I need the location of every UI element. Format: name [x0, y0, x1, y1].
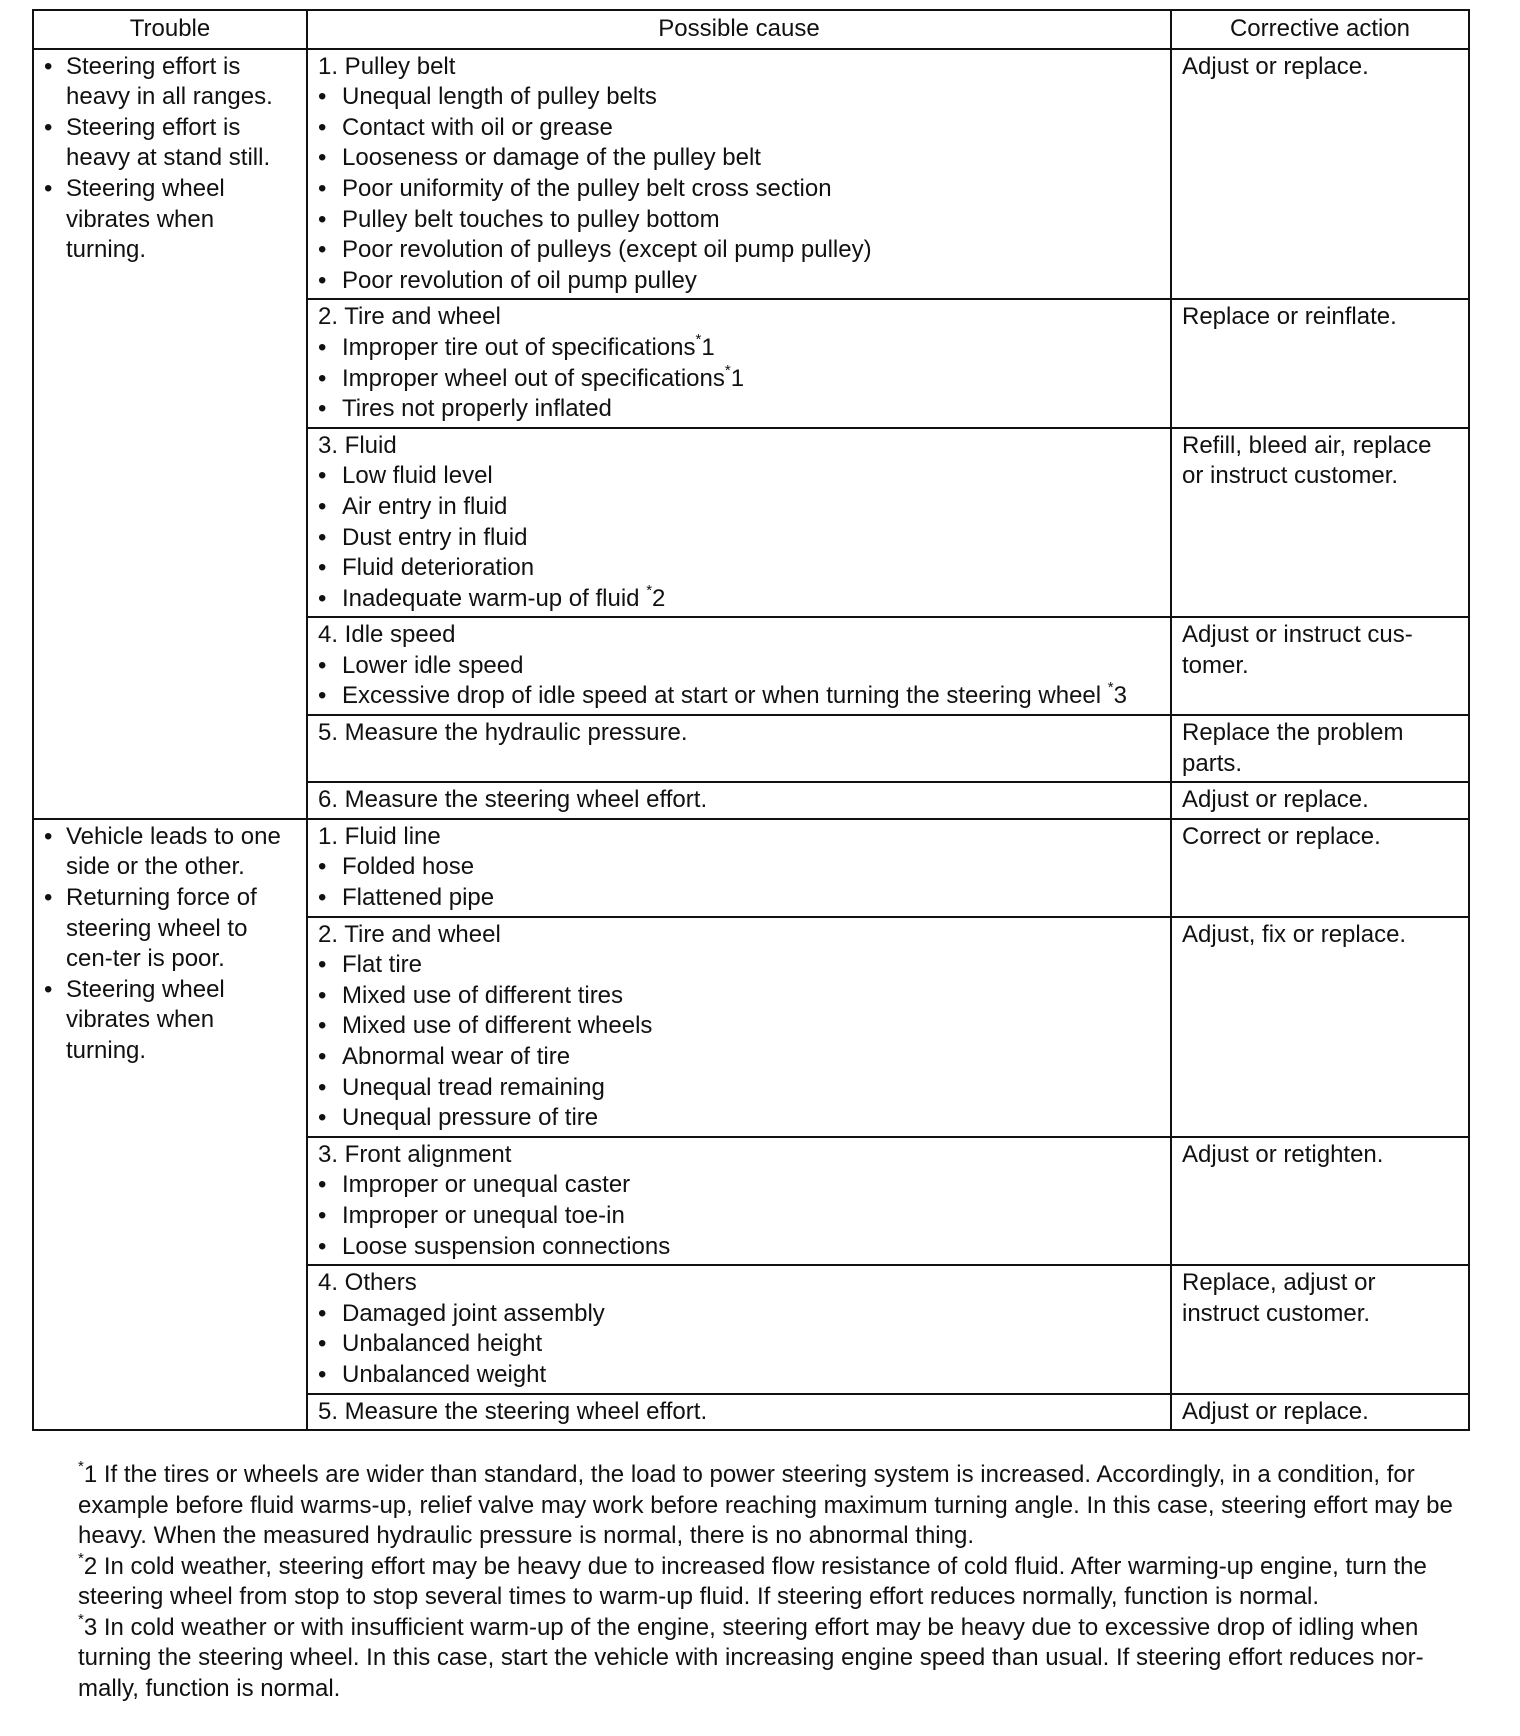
- cause-item-text: Flattened pipe: [342, 884, 495, 912]
- cause-cell: [307, 819, 1171, 917]
- cause-item-text: Lower idle speed: [342, 651, 524, 679]
- cause-title: 4. Others: [318, 1269, 417, 1297]
- corrective-action-cell: Adjust, fix or replace.: [1171, 917, 1469, 1137]
- footnote-number: 2: [83, 1552, 98, 1580]
- cause-item-text: Unequal pressure of tire: [342, 1104, 599, 1132]
- footnote: [78, 1610, 1468, 1705]
- bullet-icon: •: [318, 884, 327, 912]
- cause-item-content: [342, 523, 527, 554]
- cause-item: [318, 1360, 1160, 1391]
- cause-item: [318, 981, 1160, 1012]
- footnote: [78, 1549, 1468, 1613]
- cause-cell: [307, 782, 1171, 819]
- bullet-icon: •: [44, 884, 53, 912]
- trouble-cell: [33, 49, 307, 819]
- cause-item: [318, 1011, 1160, 1042]
- cause-item-content: [342, 1201, 625, 1232]
- table-header-row: [33, 10, 1469, 49]
- bullet-icon: •: [318, 1104, 327, 1132]
- trouble-item: [44, 52, 296, 113]
- cause-item: [318, 1329, 1160, 1360]
- bullet-icon: •: [318, 1171, 327, 1199]
- cause-item-text: Pulley belt touches to pulley bottom: [342, 205, 720, 233]
- cause-item: [318, 681, 1160, 712]
- corrective-action-cell: Adjust or replace.: [1171, 49, 1469, 300]
- corrective-action-cell: Adjust or instruct cus-tomer.: [1171, 617, 1469, 715]
- trouble-text: Returning force of steering wheel to cen-ter is poor.: [66, 884, 257, 973]
- cause-item-content: [342, 950, 422, 981]
- cause-item-text: Unequal length of pulley belts: [342, 83, 657, 111]
- cause-item: [318, 523, 1160, 554]
- cause-item-content: [342, 883, 494, 914]
- cause-cell: [307, 49, 1171, 300]
- bullet-icon: •: [318, 364, 327, 392]
- cause-cell: [307, 1394, 1171, 1431]
- cause-item-text: Unbalanced height: [342, 1330, 543, 1358]
- cause-item-text: Improper tire out of specifications: [342, 333, 696, 361]
- cause-item-text: Improper or unequal toe-in: [342, 1201, 625, 1229]
- bullet-icon: •: [318, 981, 327, 1009]
- cause-item: [318, 852, 1160, 883]
- bullet-icon: •: [318, 554, 327, 582]
- bullet-icon: •: [44, 52, 53, 80]
- cause-title: 6. Measure the steering wheel effort.: [318, 786, 708, 814]
- cause-item-content: [342, 1329, 542, 1360]
- cause-cell: [307, 917, 1171, 1137]
- cause-title: 2. Tire and wheel: [318, 303, 501, 331]
- cause-item: [318, 1073, 1160, 1104]
- cause-item: [318, 205, 1160, 236]
- cause-item: [318, 1042, 1160, 1073]
- cause-title: 5. Measure the hydraulic pressure.: [318, 719, 688, 747]
- cause-item-text: Abnormal wear of tire: [342, 1043, 571, 1070]
- cause-item-content: [342, 1299, 605, 1330]
- footnote-text: In cold weather or with insufficient warm-up of the engine, steering effort may be heavy due to excessive drop of idling when turning the steering wheel. In this case, start the vehicle with increasing engine speed than usual. If steering effort reduces nor-mally, function is normal.: [78, 1613, 1424, 1702]
- footnote: [78, 1460, 1468, 1552]
- bullet-icon: •: [318, 205, 327, 233]
- footnote-asterisk: *: [724, 361, 731, 379]
- cause-item: [318, 82, 1160, 113]
- bullet-icon: •: [318, 333, 327, 361]
- bullet-icon: •: [318, 1012, 327, 1040]
- cause-item-content: [342, 492, 507, 523]
- cause-item-content: [342, 852, 474, 883]
- cause-item-content: [342, 82, 657, 113]
- footnote-asterisk: *: [1107, 679, 1114, 697]
- bullet-icon: •: [44, 174, 53, 202]
- bullet-icon: •: [318, 682, 327, 710]
- cause-item-content: [342, 330, 715, 364]
- bullet-icon: •: [318, 144, 327, 172]
- cause-item: [318, 266, 1160, 297]
- footnote-asterisk: *: [78, 1610, 84, 1628]
- bullet-icon: •: [318, 462, 327, 490]
- cause-item-content: [342, 681, 1127, 712]
- cause-item: [318, 950, 1160, 981]
- cause-item-content: [342, 266, 697, 297]
- cause-item-content: [342, 174, 832, 205]
- cause-item: [318, 394, 1160, 425]
- cause-item-content: [342, 1011, 652, 1042]
- cause-item: [318, 1232, 1160, 1263]
- cause-title: 1. Fluid line: [318, 822, 441, 850]
- cause-item: [318, 235, 1160, 266]
- cause-item: [318, 883, 1160, 914]
- cause-item-content: [342, 235, 872, 266]
- cause-title: 3. Fluid: [318, 431, 397, 459]
- trouble-item: [44, 975, 296, 1067]
- cause-cell: [307, 1265, 1171, 1393]
- cause-cell: [307, 299, 1171, 427]
- cause-item-text: Fluid deterioration: [342, 554, 535, 582]
- bullet-icon: •: [44, 975, 53, 1003]
- bullet-icon: •: [318, 584, 327, 612]
- cause-item: [318, 1201, 1160, 1232]
- cause-item: [318, 143, 1160, 174]
- cause-item-content: [342, 553, 534, 584]
- cause-item: [318, 330, 1160, 364]
- cause-title: 1. Pulley belt: [318, 52, 456, 80]
- cause-item-content: [342, 1232, 670, 1263]
- cause-item-text: Mixed use of different wheels: [342, 1012, 653, 1040]
- bullet-icon: •: [318, 236, 327, 264]
- cause-item-content: [342, 1042, 570, 1073]
- cause-item: [318, 581, 1160, 615]
- bullet-icon: •: [318, 1201, 327, 1229]
- cause-item-text: Unbalanced weight: [342, 1360, 547, 1388]
- footnote-ref: 1: [730, 364, 745, 392]
- table-row: [33, 49, 1469, 300]
- cause-item-text: Folded hose: [342, 853, 475, 881]
- cause-item-text: Improper or unequal caster: [342, 1171, 631, 1199]
- footnote-asterisk: *: [646, 581, 653, 599]
- cause-item: [318, 1103, 1160, 1134]
- trouble-item: [44, 174, 296, 266]
- corrective-action-cell: Adjust or replace.: [1171, 1394, 1469, 1431]
- header-possible-cause: Possible cause: [307, 10, 1171, 49]
- cause-title: 2. Tire and wheel: [318, 920, 501, 948]
- corrective-action-cell: Adjust or retighten.: [1171, 1137, 1469, 1265]
- bullet-icon: •: [318, 1232, 327, 1260]
- corrective-action-cell: Replace, adjust or instruct customer.: [1171, 1265, 1469, 1393]
- cause-item: [318, 492, 1160, 523]
- cause-title: 3. Front alignment: [318, 1140, 512, 1168]
- bullet-icon: •: [44, 113, 53, 141]
- footnote-asterisk: *: [78, 1549, 84, 1567]
- cause-item-content: [342, 143, 761, 174]
- cause-item-text: Loose suspension connections: [342, 1232, 671, 1260]
- bullet-icon: •: [318, 1299, 327, 1327]
- cause-item-content: [342, 1170, 630, 1201]
- bullet-icon: •: [44, 822, 53, 850]
- cause-item-text: Mixed use of different tires: [342, 981, 624, 1009]
- cause-item-text: Looseness or damage of the pulley belt: [342, 144, 761, 172]
- cause-item-content: [342, 361, 745, 395]
- cause-item-content: [342, 461, 493, 492]
- bullet-icon: •: [318, 951, 327, 979]
- troubleshooting-table: [32, 9, 1470, 1431]
- cause-spacer: [318, 749, 1160, 780]
- cause-item-text: Tires not properly inflated: [342, 395, 612, 423]
- footnote-ref: 3: [1113, 682, 1127, 710]
- cause-item: [318, 553, 1160, 584]
- trouble-cell: [33, 819, 307, 1430]
- corrective-action-cell: Correct or replace.: [1171, 819, 1469, 917]
- footnote-text: If the tires or wheels are wider than standard, the load to power steering system is increased. Accordingly, in a condition, for example before fluid warms-up, relief valve may work before reaching maximum turning angle. In this case, steering effort may be heavy. When the measured hydraulic pressure is normal, there is no abnormal thing.: [78, 1461, 1453, 1549]
- footnote-ref: 1: [701, 333, 715, 361]
- bullet-icon: •: [318, 1043, 327, 1070]
- cause-item-text: Poor revolution of oil pump pulley: [342, 266, 697, 294]
- cause-item-text: Damaged joint assembly: [342, 1299, 605, 1327]
- cause-item-content: [342, 1360, 546, 1391]
- cause-item-text: Poor revolution of pulleys (except oil pump pulley): [342, 236, 872, 264]
- cause-title: 5. Measure the steering wheel effort.: [318, 1397, 708, 1425]
- trouble-text: Steering wheel vibrates when turning.: [66, 975, 225, 1064]
- cause-item: [318, 113, 1160, 144]
- cause-item: [318, 174, 1160, 205]
- cause-item-text: Unequal tread remaining: [342, 1073, 605, 1101]
- cause-cell: [307, 428, 1171, 618]
- footnote-text: In cold weather, steering effort may be heavy due to increased flow resistance of cold fluid. After warming-up engine, turn the steering wheel from stop to stop several times to warm-up fluid. If steering effort reduces normally, function is normal.: [78, 1552, 1427, 1610]
- bullet-icon: •: [318, 83, 327, 111]
- cause-cell: [307, 715, 1171, 782]
- footnotes: [78, 1460, 1468, 1704]
- trouble-text: Steering effort is heavy in all ranges.: [66, 52, 273, 111]
- bullet-icon: •: [318, 1073, 327, 1101]
- table-body: [33, 49, 1469, 1431]
- cause-item-content: [342, 205, 720, 236]
- cause-item-text: Contact with oil or grease: [342, 113, 613, 141]
- corrective-action-cell: Adjust or replace.: [1171, 782, 1469, 819]
- footnote-asterisk: *: [78, 1458, 84, 1475]
- footnote-number: 1: [83, 1461, 98, 1488]
- bullet-icon: •: [318, 266, 327, 294]
- cause-item-text: Inadequate warm-up of fluid: [342, 584, 647, 612]
- bullet-icon: •: [318, 523, 327, 551]
- cause-item-text: Air entry in fluid: [342, 492, 508, 520]
- header-corrective-action: Corrective action: [1171, 10, 1469, 49]
- footnote-asterisk: *: [695, 330, 702, 348]
- cause-item-content: [342, 113, 613, 144]
- cause-item-content: [342, 1073, 605, 1104]
- troubleshooting-table-wrapper: [32, 9, 1468, 1431]
- cause-cell: [307, 617, 1171, 715]
- cause-item-content: [342, 651, 523, 682]
- cause-item-content: [342, 581, 666, 615]
- corrective-action-cell: Replace or reinflate.: [1171, 299, 1469, 427]
- trouble-text: Vehicle leads to one side or the other.: [66, 822, 281, 881]
- cause-item-content: [342, 394, 612, 425]
- corrective-action-cell: Replace the problem parts.: [1171, 715, 1469, 782]
- bullet-icon: •: [318, 174, 327, 202]
- cause-cell: [307, 1137, 1171, 1265]
- cause-item-text: Improper wheel out of specifications: [342, 364, 725, 392]
- footnote-ref: 2: [652, 584, 666, 612]
- corrective-action-cell: Refill, bleed air, replace or instruct customer.: [1171, 428, 1469, 618]
- cause-item-text: Low fluid level: [342, 462, 493, 490]
- cause-item-text: Excessive drop of idle speed at start or when turning the steering wheel: [342, 682, 1108, 710]
- cause-item: [318, 1170, 1160, 1201]
- bullet-icon: •: [318, 492, 327, 520]
- cause-title: 4. Idle speed: [318, 621, 456, 649]
- table-row: [33, 819, 1469, 917]
- cause-item-text: Dust entry in fluid: [342, 523, 528, 551]
- trouble-item: [44, 883, 296, 975]
- header-trouble: Trouble: [33, 10, 307, 49]
- cause-item: [318, 361, 1160, 395]
- bullet-icon: •: [318, 1330, 327, 1358]
- cause-item: [318, 651, 1160, 682]
- bullet-icon: •: [318, 395, 327, 423]
- bullet-icon: •: [318, 853, 327, 881]
- trouble-text: Steering effort is heavy at stand still.: [66, 113, 271, 172]
- bullet-icon: •: [318, 113, 327, 141]
- trouble-item: [44, 822, 296, 883]
- cause-item-text: Poor uniformity of the pulley belt cross section: [342, 174, 832, 202]
- trouble-item: [44, 113, 296, 174]
- footnote-number: 3: [83, 1613, 98, 1641]
- cause-item: [318, 1299, 1160, 1330]
- cause-item: [318, 461, 1160, 492]
- bullet-icon: •: [318, 651, 327, 679]
- bullet-icon: •: [318, 1360, 327, 1388]
- cause-item-content: [342, 981, 623, 1012]
- cause-item-content: [342, 1103, 598, 1134]
- trouble-text: Steering wheel vibrates when turning.: [66, 174, 225, 264]
- cause-item-text: Flat tire: [342, 951, 423, 979]
